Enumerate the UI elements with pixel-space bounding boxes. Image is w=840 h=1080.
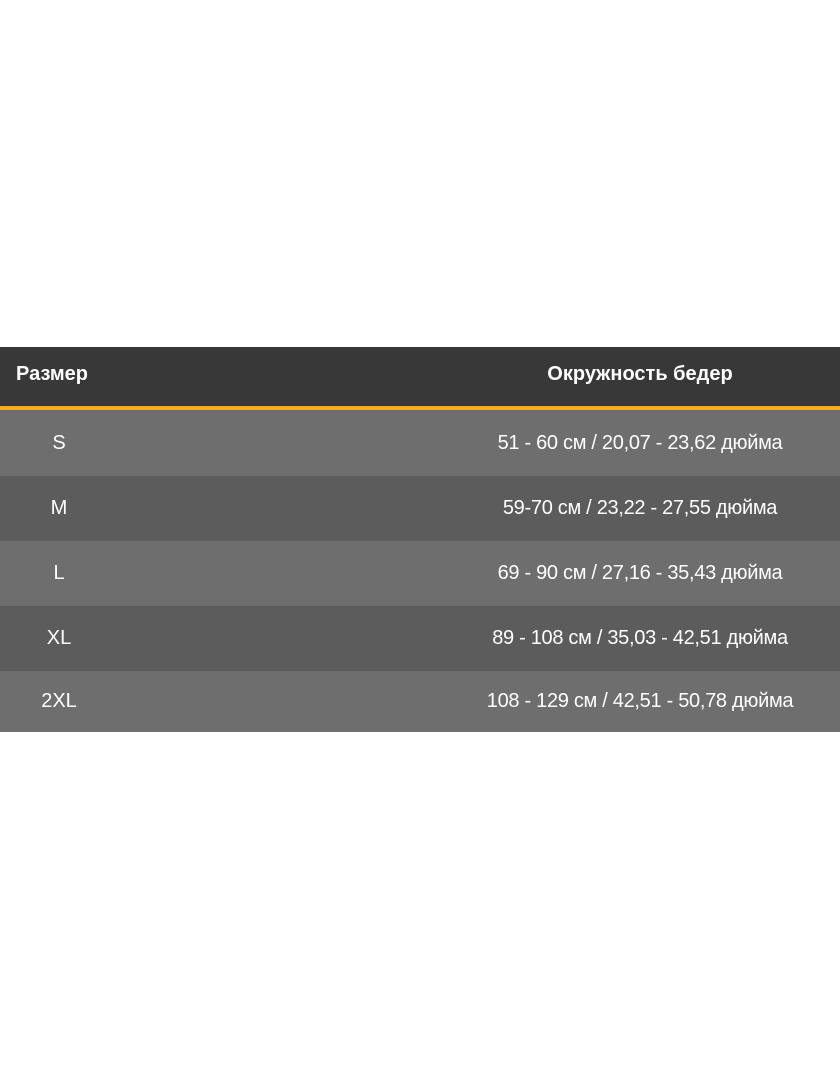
hip-cell: 108 - 129 см / 42,51 - 50,78 дюйма — [486, 690, 794, 712]
hip-cell: 89 - 108 см / 35,03 - 42,51 дюйма — [492, 627, 788, 649]
size-cell: 2XL — [41, 690, 77, 712]
table-header — [0, 347, 840, 410]
size-cell: S — [52, 431, 66, 454]
table-row — [0, 606, 840, 671]
table-row — [0, 671, 840, 732]
size-cell: XL — [46, 627, 72, 649]
header-size: Размер — [16, 363, 89, 385]
size-chart-table — [0, 347, 840, 732]
hip-cell: 69 - 90 см / 27,16 - 35,43 дюйма — [497, 562, 783, 584]
table-row — [0, 476, 840, 541]
header-hip-circumference: Окружность бедер — [547, 363, 733, 385]
table-row — [0, 541, 840, 606]
table-row — [0, 410, 840, 476]
hip-cell: 59-70 см / 23,22 - 27,55 дюйма — [502, 497, 778, 519]
table-body — [0, 410, 840, 732]
size-cell: M — [50, 497, 68, 519]
size-cell: L — [53, 562, 65, 584]
hip-cell: 51 - 60 см / 20,07 - 23,62 дюйма — [497, 431, 783, 454]
